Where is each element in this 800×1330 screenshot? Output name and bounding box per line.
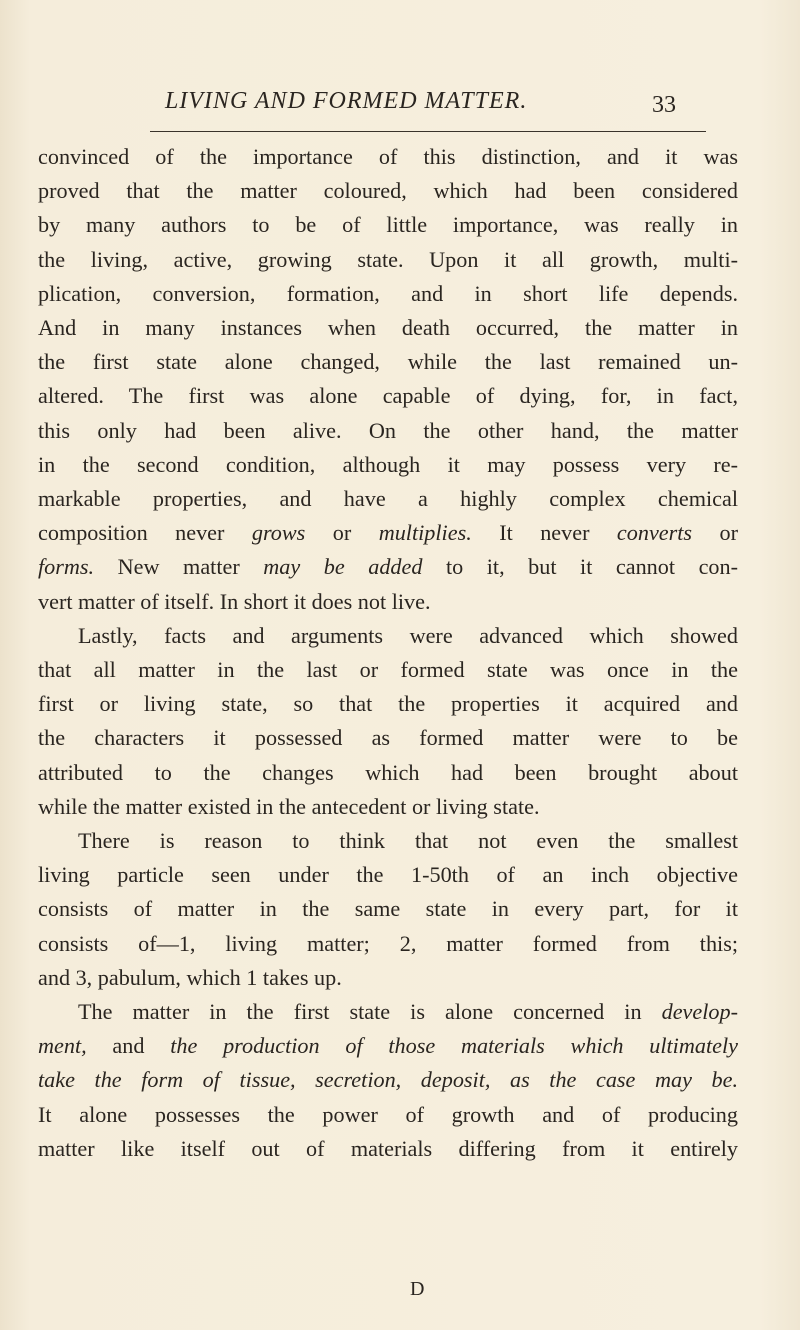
text-line: the first state alone changed, while the last remained un- xyxy=(38,349,738,375)
text-line: the living, active, growing state. Upon it all growth, multi- xyxy=(38,246,738,272)
text-line: proved that the matter coloured, which had been considered xyxy=(38,178,738,204)
text-run: composition never xyxy=(38,520,252,546)
text-line: It alone possesses the power of growth and of producing xyxy=(38,1101,738,1127)
paragraph-4 xyxy=(38,995,738,1166)
text-line xyxy=(38,1063,738,1097)
text-run: New matter xyxy=(94,554,264,580)
signature-mark: D xyxy=(410,1278,425,1300)
text-run: or xyxy=(305,520,379,546)
text-line: consists of matter in the same state in every part, for it xyxy=(38,896,738,922)
running-title: LIVING AND FORMED MATTER. xyxy=(165,88,528,114)
italic-text: converts xyxy=(616,520,693,546)
italic-text: forms. xyxy=(38,554,95,580)
text-line xyxy=(38,550,738,584)
paragraph-2 xyxy=(38,619,738,824)
text-line: while the matter existed in the antecedent or living state. xyxy=(38,793,540,819)
paragraph-3 xyxy=(38,824,738,995)
text-line: plication, conversion, formation, and in short life depends. xyxy=(38,280,738,306)
text-line xyxy=(38,995,738,1029)
text-line: this only had been alive. On the other hand, the matter xyxy=(38,417,738,443)
body-text xyxy=(38,140,738,1166)
running-head xyxy=(0,80,800,120)
italic-text: the production of those materials which ultimately xyxy=(170,1033,738,1059)
text-run: and xyxy=(86,1033,171,1059)
italic-text: develop- xyxy=(661,999,738,1025)
text-line: matter like itself out of materials differing from it entirely xyxy=(38,1135,738,1161)
paragraph-1 xyxy=(38,140,738,619)
text-line: living particle seen under the 1-50th of an inch objective xyxy=(38,862,738,888)
text-line: and 3, pabulum, which 1 takes up. xyxy=(38,964,342,990)
text-run: It never xyxy=(471,520,617,546)
italic-text: grows xyxy=(251,520,306,546)
text-line: that all matter in the last or formed state was once in the xyxy=(38,657,738,683)
page-number: 33 xyxy=(652,92,676,118)
text-line: There is reason to think that not even the smallest xyxy=(78,828,738,854)
text-line: by many authors to be of little importance, was really in xyxy=(38,212,738,238)
italic-text: may be added xyxy=(263,554,423,580)
text-line: vert matter of itself. In short it does not live. xyxy=(38,588,431,614)
text-line: markable properties, and have a highly complex chemical xyxy=(38,486,738,512)
header-rule xyxy=(150,131,706,132)
text-run: The matter in the first state is alone concerned in xyxy=(78,999,662,1025)
text-run: or xyxy=(692,520,739,546)
italic-text: take the form of tissue, secretion, deposit, as the case may be. xyxy=(38,1067,738,1093)
text-line xyxy=(38,516,738,550)
text-run: to it, but it cannot con- xyxy=(422,554,738,580)
text-line: attributed to the changes which had been brought about xyxy=(38,759,738,785)
italic-text: multiplies. xyxy=(378,520,472,546)
text-line: Lastly, facts and arguments were advanced which showed xyxy=(78,622,738,648)
italic-text: ment, xyxy=(38,1033,87,1059)
text-line: convinced of the importance of this distinction, and it was xyxy=(38,144,738,169)
text-line: And in many instances when death occurred, the matter in xyxy=(38,315,738,341)
text-line: altered. The first was alone capable of dying, for, in fact, xyxy=(38,383,738,409)
text-line xyxy=(38,1029,738,1063)
text-line: in the second condition, although it may possess very re- xyxy=(38,451,738,477)
text-line: first or living state, so that the properties it acquired and xyxy=(38,691,738,717)
text-line: the characters it possessed as formed matter were to be xyxy=(38,725,738,751)
text-line: consists of—1, living matter; 2, matter formed from this; xyxy=(38,930,738,956)
